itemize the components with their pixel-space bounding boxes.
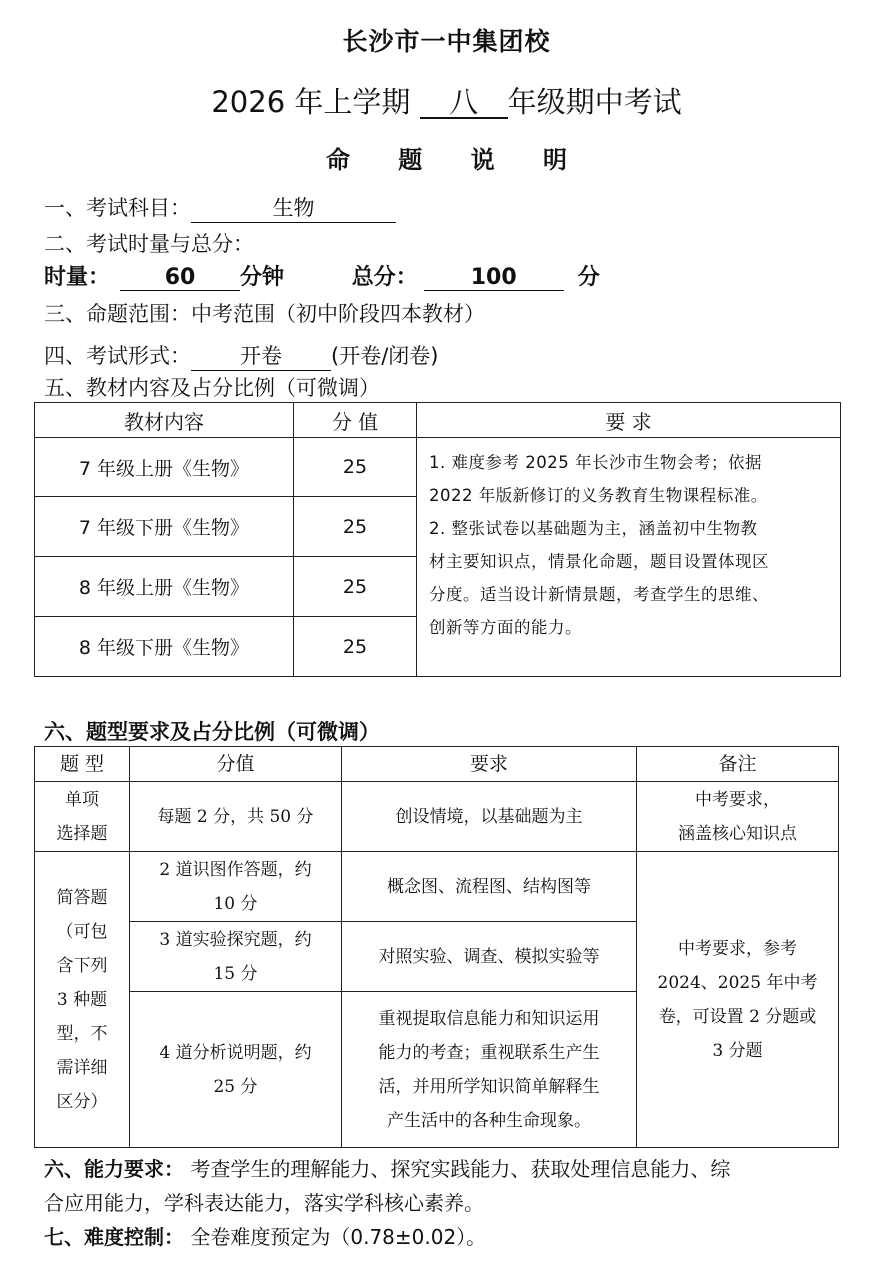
score-cell (130, 852, 342, 922)
question-type-table (34, 746, 839, 1148)
score-unit: 分 (577, 265, 600, 290)
req-line: 能力的考查；重视联系生产生 (378, 1042, 600, 1063)
form-options: (开卷/闭卷) (331, 344, 439, 368)
subject-label: 一、考试科目： (44, 196, 191, 220)
score-cell: 25 (294, 438, 417, 497)
type-line: （可包 (56, 921, 108, 942)
ability-line-1 (44, 1152, 854, 1186)
difficulty-label: 七、难度控制： (44, 1225, 184, 1249)
material-cell: 8 年级上册《生物》 (35, 557, 294, 617)
material-cell: 7 年级上册《生物》 (35, 438, 294, 497)
score-line: 10 分 (213, 893, 258, 914)
table-row (35, 852, 839, 922)
req-line: 2022 年版新修订的义务教育生物课程标准。 (429, 486, 768, 505)
header-requirements: 要求 (342, 747, 637, 782)
score-label: 总分： (351, 265, 418, 290)
time-value: 60 (120, 265, 240, 291)
type-line: 需详细 (56, 1057, 108, 1078)
requirement-cell: 概念图、流程图、结构图等 (342, 852, 637, 922)
note-line: 中考要求，参考 (678, 938, 797, 959)
ability-requirements (44, 1152, 854, 1220)
ability-line-2: 合应用能力，学科表达能力，落实学科核心素养。 (44, 1191, 484, 1215)
note-line: 涵盖核心知识点 (678, 823, 797, 844)
header-score: 分 值 (294, 403, 417, 438)
material-cell: 7 年级下册《生物》 (35, 497, 294, 557)
time-score-label: 二、考试时量与总分： (44, 232, 254, 256)
note-line: 中考要求， (695, 789, 780, 810)
score-cell (130, 922, 342, 992)
type-line: 区分） (56, 1091, 108, 1112)
header-content: 教材内容 (35, 403, 294, 438)
difficulty-text: 全卷难度预定为（0.78±0.02）。 (190, 1225, 487, 1249)
grade-value: 八 (420, 87, 508, 119)
score-cell: 每题 2 分，共 50 分 (130, 782, 342, 852)
score-cell: 25 (294, 557, 417, 617)
score-line: 15 分 (213, 963, 258, 984)
form-label: 四、考试形式： (44, 344, 191, 368)
note-line: 3 分题 (712, 1040, 763, 1061)
req-line: 分度。适当设计新情景题，考查学生的思维、 (429, 585, 769, 604)
ability-label: 六、能力要求： (44, 1157, 184, 1181)
table-row (35, 438, 841, 497)
question-table-header (35, 747, 839, 782)
section5-title: 五、教材内容及占分比例（可微调） (44, 376, 380, 400)
score-line: 2 道识图作答题，约 (159, 859, 312, 880)
type-line: 简答题 (56, 887, 108, 908)
type-line: 含下列 (56, 955, 108, 976)
score-value: 100 (424, 265, 564, 291)
scope-label: 三、命题范围： (44, 302, 191, 326)
req-line: 重视提取信息能力和知识运用 (378, 1008, 600, 1029)
material-table-header (35, 403, 841, 438)
type-line: 型，不 (56, 1023, 108, 1044)
score-cell: 25 (294, 617, 417, 677)
scope-value: 中考范围（初中阶段四本教材） (191, 302, 485, 326)
requirement-cell: 对照实验、调查、模拟实验等 (342, 922, 637, 992)
time-score-line (44, 260, 600, 291)
score-line: 3 道实验探究题，约 (159, 929, 312, 950)
requirement-cell (342, 992, 637, 1148)
type-cell (35, 782, 130, 852)
note-line: 卷，可设置 2 分题或 (658, 1006, 817, 1027)
req-line: 1. 难度参考 2025 年长沙市生物会考；依据 (429, 453, 762, 472)
type-line: 单项 (65, 789, 99, 810)
score-line: 4 道分析说明题，约 (159, 1042, 312, 1063)
table-row (35, 782, 839, 852)
time-unit: 分钟 (240, 265, 285, 290)
form-value: 开卷 (191, 340, 331, 371)
requirements-cell (417, 438, 841, 677)
req-line: 2. 整张试卷以基础题为主，涵盖初中生物教 (429, 519, 758, 538)
req-line: 创新等方面的能力。 (429, 618, 582, 637)
school-name: 长沙市一中集团校 (342, 27, 551, 56)
material-table (34, 402, 841, 677)
type-line: 3 种题 (56, 989, 108, 1010)
section6-title: 六、题型要求及占分比例（可微调） (44, 720, 380, 744)
material-cell: 8 年级下册《生物》 (35, 617, 294, 677)
ability-text: 考查学生的理解能力、探究实践能力、获取处理信息能力、综 (190, 1157, 731, 1181)
header-type: 题 型 (35, 747, 130, 782)
exam-title-suffix: 年级期中考试 (507, 85, 682, 119)
notice-title: 命 题 说 明 (325, 146, 588, 174)
subject-value: 生物 (191, 192, 396, 223)
exam-title-prefix: 2026 年上学期 (211, 85, 411, 119)
req-line: 活，并用所学知识简单解释生 (378, 1076, 600, 1097)
exam-title (0, 80, 893, 121)
score-cell: 25 (294, 497, 417, 557)
header-notes: 备注 (637, 747, 839, 782)
subject-line (44, 192, 396, 223)
score-line: 25 分 (213, 1076, 258, 1097)
type-cell (35, 852, 130, 1148)
type-line: 选择题 (56, 823, 108, 844)
header-requirements: 要 求 (417, 403, 841, 438)
score-cell (130, 992, 342, 1148)
requirement-cell: 创设情境，以基础题为主 (342, 782, 637, 852)
form-line (44, 340, 438, 371)
note-cell (637, 852, 839, 1148)
note-cell (637, 782, 839, 852)
difficulty-control (44, 1220, 854, 1254)
scope-line (44, 298, 485, 328)
note-line: 2024、2025 年中考 (657, 972, 818, 993)
req-line: 材主要知识点，情景化命题，题目设置体现区 (429, 552, 769, 571)
req-line: 产生活中的各种生命现象。 (387, 1110, 591, 1131)
time-label: 时量： (44, 265, 111, 290)
header-score: 分值 (130, 747, 342, 782)
